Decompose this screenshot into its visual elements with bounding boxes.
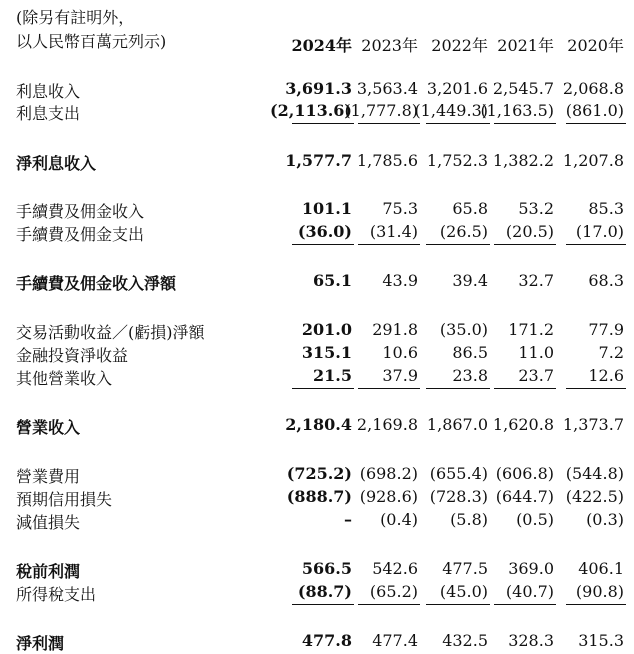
value-cell: (606.8) xyxy=(495,464,554,483)
value-cell: 1,382.2 xyxy=(492,151,554,170)
value-cell: 1,620.8 xyxy=(492,415,554,434)
table-row xyxy=(0,510,634,532)
year-2023: 2023年 xyxy=(361,36,418,55)
row-label: 利息支出 xyxy=(16,104,81,123)
value-cell: 23.8 xyxy=(452,366,488,385)
value-cell: – xyxy=(344,510,352,529)
subtotal-underline xyxy=(566,604,626,605)
value-cell: 315.1 xyxy=(301,343,352,362)
table-row xyxy=(0,464,634,486)
value-cell: (698.2) xyxy=(359,464,418,483)
subtotal-underline xyxy=(426,244,490,245)
value-cell: 406.1 xyxy=(578,559,624,578)
value-cell: (26.5) xyxy=(439,222,488,241)
value-cell: 1,577.7 xyxy=(285,151,352,170)
row-label: 金融投資淨收益 xyxy=(16,346,129,365)
value-cell: 1,373.7 xyxy=(562,415,624,434)
subtotal-underline xyxy=(566,388,626,389)
value-cell: 432.5 xyxy=(442,631,488,650)
value-cell: 10.6 xyxy=(382,343,418,362)
value-cell: (20.5) xyxy=(505,222,554,241)
value-cell: 65.1 xyxy=(313,271,352,290)
subtotal-underline xyxy=(292,388,354,389)
value-cell: 3,691.3 xyxy=(285,79,352,98)
value-cell: (655.4) xyxy=(429,464,488,483)
row-label: 稅前利潤 xyxy=(16,562,81,581)
value-cell: 23.7 xyxy=(518,366,554,385)
value-cell: 201.0 xyxy=(301,320,352,339)
value-cell: (40.7) xyxy=(505,582,554,601)
table-row xyxy=(0,487,634,509)
value-cell: (544.8) xyxy=(565,464,624,483)
row-label: 淨利潤 xyxy=(16,634,65,653)
value-cell: (0.5) xyxy=(516,510,554,529)
value-cell: 2,180.4 xyxy=(285,415,352,434)
value-cell: 291.8 xyxy=(372,320,418,339)
table-row xyxy=(0,631,634,653)
value-cell: 101.1 xyxy=(301,199,352,218)
value-cell: (31.4) xyxy=(369,222,418,241)
value-cell: (88.7) xyxy=(297,582,352,601)
table-row xyxy=(0,343,634,365)
subtotal-underline xyxy=(494,123,556,124)
table-row xyxy=(0,101,634,123)
row-label: 預期信用損失 xyxy=(16,490,113,509)
value-cell: 75.3 xyxy=(382,199,418,218)
value-cell: (1,777.8) xyxy=(344,101,418,120)
table-row xyxy=(0,199,634,221)
value-cell: 37.9 xyxy=(382,366,418,385)
row-label: 其他營業收入 xyxy=(16,369,113,388)
value-cell: 2,068.8 xyxy=(562,79,624,98)
value-cell: 3,201.6 xyxy=(426,79,488,98)
value-cell: 53.2 xyxy=(518,199,554,218)
table-row xyxy=(0,582,634,604)
table-row xyxy=(0,366,634,388)
table-row xyxy=(0,271,634,293)
year-2024: 2024年 xyxy=(291,36,352,55)
row-label: 手續費及佣金收入 xyxy=(16,202,145,221)
year-2020: 2020年 xyxy=(567,36,624,55)
value-cell: 65.8 xyxy=(452,199,488,218)
unit-note-line-2: 以人民幣百萬元列示) xyxy=(16,32,167,51)
value-cell: 2,545.7 xyxy=(492,79,554,98)
value-cell: 32.7 xyxy=(518,271,554,290)
value-cell: (45.0) xyxy=(439,582,488,601)
subtotal-underline xyxy=(566,244,626,245)
value-cell: 21.5 xyxy=(313,366,352,385)
value-cell: 68.3 xyxy=(588,271,624,290)
value-cell: (5.8) xyxy=(450,510,488,529)
value-cell: 1,752.3 xyxy=(426,151,488,170)
value-cell: (65.2) xyxy=(369,582,418,601)
row-label: 營業費用 xyxy=(16,467,81,486)
table-row xyxy=(0,79,634,101)
value-cell: (888.7) xyxy=(286,487,352,506)
value-cell: (728.3) xyxy=(429,487,488,506)
value-cell: (36.0) xyxy=(297,222,352,241)
row-label: 手續費及佣金收入淨額 xyxy=(16,274,177,293)
value-cell: (1,163.5) xyxy=(480,101,554,120)
table-row xyxy=(0,559,634,581)
value-cell: 1,867.0 xyxy=(426,415,488,434)
value-cell: 1,207.8 xyxy=(562,151,624,170)
subtotal-underline xyxy=(494,244,556,245)
value-cell: 477.4 xyxy=(372,631,418,650)
value-cell: (1,449.3) xyxy=(414,101,488,120)
year-2022: 2022年 xyxy=(431,36,488,55)
row-label: 所得稅支出 xyxy=(16,585,97,604)
value-cell: 12.6 xyxy=(588,366,624,385)
value-cell: (2,113.6) xyxy=(270,101,352,120)
value-cell: 3,563.4 xyxy=(356,79,418,98)
table-row xyxy=(0,320,634,342)
value-cell: 542.6 xyxy=(372,559,418,578)
table-row xyxy=(0,222,634,244)
value-cell: 566.5 xyxy=(301,559,352,578)
subtotal-underline xyxy=(494,388,556,389)
value-cell: (0.3) xyxy=(586,510,624,529)
value-cell: 7.2 xyxy=(598,343,624,362)
subtotal-underline xyxy=(426,604,490,605)
value-cell: 328.3 xyxy=(508,631,554,650)
subtotal-underline xyxy=(358,123,420,124)
value-cell: 369.0 xyxy=(508,559,554,578)
value-cell: 85.3 xyxy=(588,199,624,218)
value-cell: (644.7) xyxy=(495,487,554,506)
subtotal-underline xyxy=(292,244,354,245)
subtotal-underline xyxy=(292,604,354,605)
value-cell: 11.0 xyxy=(518,343,554,362)
unit-note-line-1: (除另有註明外， xyxy=(16,8,135,27)
row-label: 利息收入 xyxy=(16,82,81,101)
row-label: 淨利息收入 xyxy=(16,154,97,173)
value-cell: 315.3 xyxy=(578,631,624,650)
value-cell: 39.4 xyxy=(452,271,488,290)
subtotal-underline xyxy=(292,123,354,124)
value-cell: (35.0) xyxy=(439,320,488,339)
value-cell: (861.0) xyxy=(565,101,624,120)
table-row xyxy=(0,415,634,437)
subtotal-underline xyxy=(358,604,420,605)
value-cell: 171.2 xyxy=(508,320,554,339)
subtotal-underline xyxy=(426,123,490,124)
value-cell: (90.8) xyxy=(575,582,624,601)
value-cell: 43.9 xyxy=(382,271,418,290)
row-label: 減值損失 xyxy=(16,513,81,532)
subtotal-underline xyxy=(426,388,490,389)
subtotal-underline xyxy=(358,244,420,245)
value-cell: (928.6) xyxy=(359,487,418,506)
row-label: 手續費及佣金支出 xyxy=(16,225,145,244)
subtotal-underline xyxy=(566,123,626,124)
subtotal-underline xyxy=(494,604,556,605)
row-label: 營業收入 xyxy=(16,418,81,437)
value-cell: 1,785.6 xyxy=(356,151,418,170)
value-cell: (725.2) xyxy=(286,464,352,483)
subtotal-underline xyxy=(358,388,420,389)
table-row xyxy=(0,151,634,173)
row-label: 交易活動收益／(虧損)淨額 xyxy=(16,323,205,342)
value-cell: (422.5) xyxy=(565,487,624,506)
value-cell: (17.0) xyxy=(575,222,624,241)
value-cell: 477.8 xyxy=(301,631,352,650)
value-cell: 77.9 xyxy=(588,320,624,339)
value-cell: 477.5 xyxy=(442,559,488,578)
value-cell: 2,169.8 xyxy=(356,415,418,434)
value-cell: 86.5 xyxy=(452,343,488,362)
year-2021: 2021年 xyxy=(497,36,554,55)
value-cell: (0.4) xyxy=(380,510,418,529)
